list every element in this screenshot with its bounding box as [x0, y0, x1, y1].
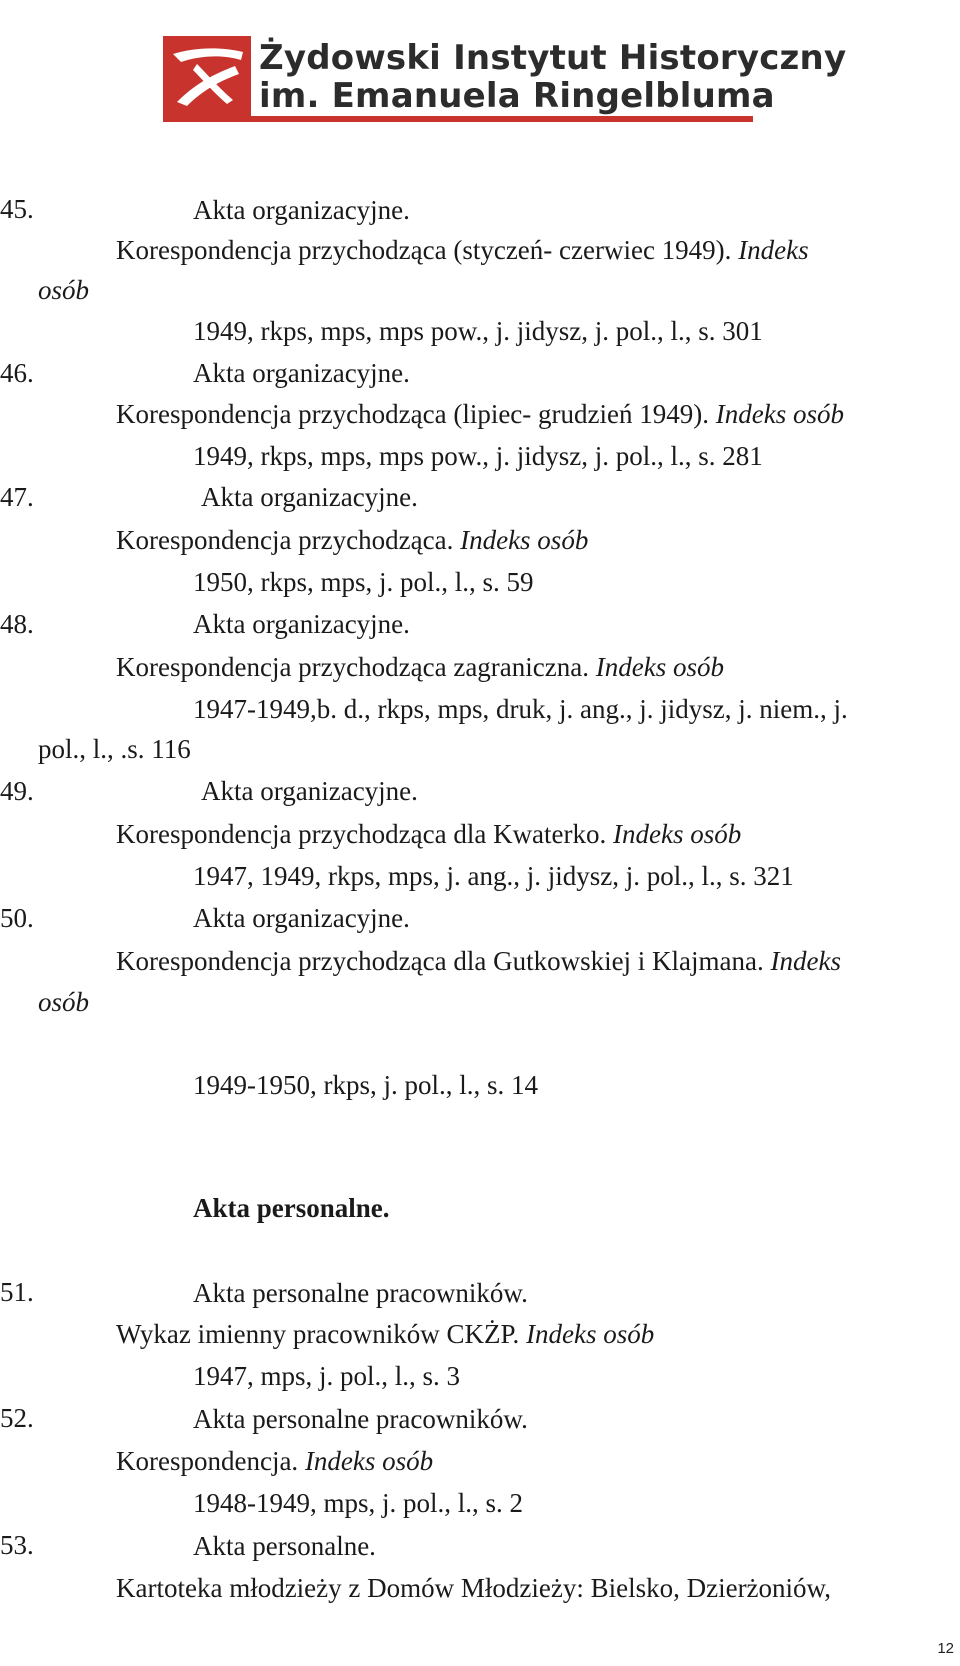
entry-description: Korespondencja przychodząca dla Gutkowskiej i Klajmana. Indeks [116, 946, 841, 976]
entry-description: Wykaz imienny pracowników CKŻP. Indeks osób [116, 1319, 655, 1349]
entry-title: Akta organizacyjne. [193, 195, 410, 225]
entry-meta: 1949, rkps, mps, mps pow., j. jidysz, j. pol., l., s. 281 [193, 441, 763, 471]
entry-meta: 1950, rkps, mps, j. pol., l., s. 59 [193, 567, 534, 597]
entry-number: 53. [0, 1530, 34, 1560]
entry-description: Kartoteka młodzieży z Domów Młodzieży: Bielsko, Dzierżoniów, [116, 1573, 832, 1603]
logo-text-line1: Żydowski Instytut Historyczny [259, 38, 847, 78]
page-number: 12 [937, 1640, 954, 1657]
entry-title: Akta personalne pracowników. [193, 1278, 528, 1308]
entry-title: Akta organizacyjne. [193, 609, 410, 639]
logo-text-line2: im. Emanuela Ringelbluma [259, 76, 775, 116]
entry-title: Akta organizacyjne. [193, 358, 410, 388]
entry-description: Korespondencja przychodząca. Indeks osób [116, 525, 589, 555]
entry-description: Korespondencja. Indeks osób [116, 1446, 434, 1476]
entry-number: 49. [0, 776, 34, 806]
entry-description: Korespondencja przychodząca (lipiec- grudzień 1949). Indeks osób [116, 399, 844, 429]
entry-meta-continued: pol., l., .s. 116 [38, 734, 191, 764]
entry-meta: 1949-1950, rkps, j. pol., l., s. 14 [193, 1070, 539, 1100]
entry-title: Akta organizacyjne. [193, 903, 410, 933]
entry-meta: 1947, mps, j. pol., l., s. 3 [193, 1361, 461, 1391]
entry-meta: 1948-1949, mps, j. pol., l., s. 2 [193, 1488, 524, 1518]
entry-description: Korespondencja przychodząca (styczeń- czerwiec 1949). Indeks [116, 235, 809, 265]
entry-meta: 1947-1949,b. d., rkps, mps, druk, j. ang., j. jidysz, j. niem., j. [193, 694, 848, 724]
entry-title: Akta organizacyjne. [201, 776, 418, 806]
entry-description-continued: osób [38, 275, 90, 305]
entry-title: Akta organizacyjne. [201, 482, 418, 512]
entry-number: 46. [0, 358, 34, 388]
entry-description-continued: osób [38, 987, 90, 1017]
entry-meta: 1949, rkps, mps, mps pow., j. jidysz, j. pol., l., s. 301 [193, 316, 763, 346]
entry-number: 47. [0, 482, 34, 512]
entry-number: 52. [0, 1403, 34, 1433]
entry-description: Korespondencja przychodząca dla Kwaterko. Indeks osób [116, 819, 742, 849]
entry-description: Korespondencja przychodząca zagraniczna. Indeks osób [116, 652, 724, 682]
entry-title: Akta personalne pracowników. [193, 1404, 528, 1434]
entry-number: 51. [0, 1277, 34, 1307]
entry-meta: 1947, 1949, rkps, mps, j. ang., j. jidysz, j. pol., l., s. 321 [193, 861, 794, 891]
section-heading: Akta personalne. [193, 1193, 390, 1223]
logo-underline [163, 116, 753, 122]
entry-number: 45. [0, 194, 34, 224]
entry-number: 48. [0, 609, 34, 639]
entry-number: 50. [0, 903, 34, 933]
entry-title: Akta personalne. [193, 1531, 376, 1561]
institute-logo [163, 36, 847, 122]
logo-mark-icon [163, 36, 251, 116]
